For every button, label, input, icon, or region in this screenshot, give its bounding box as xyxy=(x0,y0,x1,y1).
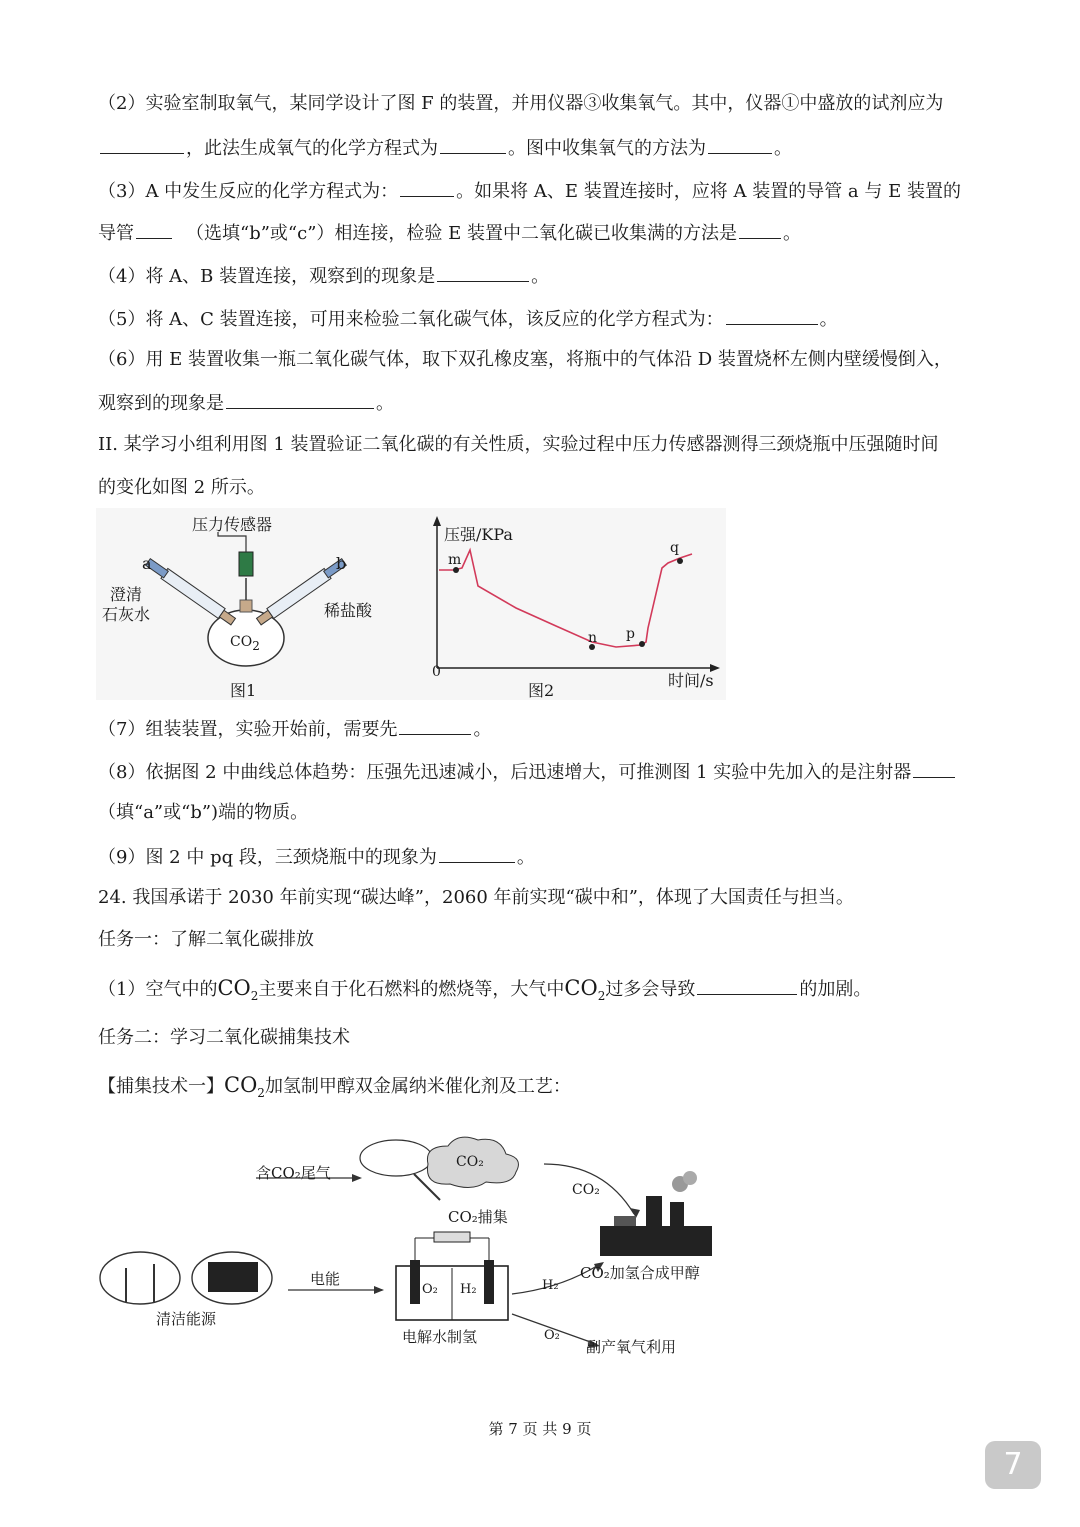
syringe-b-label: b xyxy=(336,554,347,573)
sensor-label: 压力传感器 xyxy=(192,515,273,534)
answer-blank[interactable] xyxy=(400,178,454,197)
electric-label: 电能 xyxy=(310,1270,341,1288)
text: ，此法生成氧气的化学方程式为 xyxy=(186,138,438,159)
answer-blank[interactable] xyxy=(739,220,781,239)
text: 。图中收集氧气的方法为 xyxy=(508,138,706,159)
text: （3）A 中发生反应的化学方程式为： xyxy=(98,181,399,202)
text: 。 xyxy=(376,393,394,414)
n-label: n xyxy=(588,630,598,646)
answer-blank[interactable] xyxy=(726,306,818,325)
clean-energy-label: 清洁能源 xyxy=(156,1310,217,1328)
answer-blank[interactable] xyxy=(226,390,374,409)
text: 。如果将 A、E 装置连接时，应将 A 装置的导管 a 与 E 装置的 xyxy=(456,181,961,202)
answer-blank[interactable] xyxy=(399,716,471,735)
q2-line2 xyxy=(98,135,792,161)
q4-line xyxy=(98,263,549,289)
text: 【捕集技术一】 xyxy=(98,1076,224,1097)
text: 主要来自于化石燃料的燃烧等，大气中 xyxy=(258,979,565,1000)
point-p xyxy=(639,641,645,647)
answer-blank[interactable] xyxy=(136,220,172,239)
text: 的变化如图 2 所示。 xyxy=(98,477,265,498)
text: 。 xyxy=(783,223,801,244)
process-diagram xyxy=(96,1118,736,1368)
electrolysis-cell-icon xyxy=(396,1232,508,1320)
text: （1）空气中的 xyxy=(98,979,218,1000)
q9-line xyxy=(98,844,535,870)
page-number-badge[interactable]: 7 xyxy=(985,1441,1041,1489)
text: 加氢制甲醇双金属纳米催化剂及工艺： xyxy=(264,1076,571,1097)
subscript: 2 xyxy=(252,638,260,653)
h2-arrow-label: H₂ xyxy=(542,1278,559,1293)
arrow-co2-label: CO₂ xyxy=(572,1182,600,1198)
text: 任务一：了解二氧化碳排放 xyxy=(98,929,314,950)
q-label: q xyxy=(670,540,679,556)
flask-co2-label xyxy=(230,634,260,653)
o2-arrow-label: O₂ xyxy=(544,1328,560,1343)
text: CO xyxy=(224,1073,258,1097)
subscript: 2 xyxy=(257,1086,265,1101)
text: （6）用 E 装置收集一瓶二氧化碳气体，取下双孔橡皮塞，将瓶中的气体沿 D 装置烧杯左侧内壁缓慢倒入， xyxy=(98,349,952,370)
answer-blank[interactable] xyxy=(913,759,955,778)
text: （填“a”或“b”)端的物质。 xyxy=(98,802,309,823)
limewater-label-1: 澄清 xyxy=(110,585,143,604)
m-label: m xyxy=(448,552,462,568)
answer-blank[interactable] xyxy=(697,976,797,995)
co2-formula xyxy=(217,976,259,1004)
text: CO xyxy=(230,634,253,650)
task1-heading xyxy=(98,928,314,952)
subscript: 2 xyxy=(597,989,606,1004)
page-footer: 第 7 页 共 9 页 xyxy=(488,1420,592,1438)
text: （7）组装装置，实验开始前，需要先 xyxy=(98,719,398,740)
text: （4）将 A、B 装置连接，观察到的现象是 xyxy=(98,266,436,287)
subscript: 2 xyxy=(250,989,259,1004)
syringe-a-label: a xyxy=(142,554,152,573)
pressure-sensor-icon xyxy=(239,552,253,576)
tech1-line xyxy=(98,1073,571,1105)
capture-label: CO₂捕集 xyxy=(448,1208,508,1226)
text: 导管 xyxy=(98,223,134,244)
cell-h2-label: H₂ xyxy=(460,1282,477,1297)
cloud-co2-label: CO₂ xyxy=(456,1154,484,1170)
y-axis-label: 压强/KPa xyxy=(444,525,513,544)
text: （9）图 2 中 pq 段，三颈烧瓶中的现象为 xyxy=(98,847,437,868)
electrolysis-label: 电解水制氢 xyxy=(402,1328,478,1346)
text: II. 某学习小组利用图 1 装置验证二氧化碳的有关性质，实验过程中压力传感器测得三颈烧瓶中压强随时间 xyxy=(98,434,939,455)
exhaust-label: 含CO₂尾气 xyxy=(256,1164,331,1182)
text: 观察到的现象是 xyxy=(98,393,224,414)
q6-line2 xyxy=(98,390,394,416)
q2-line1 xyxy=(98,92,943,116)
pressure-curve xyxy=(439,550,692,647)
co2-formula xyxy=(224,1073,265,1101)
wind-turbine-icon xyxy=(100,1252,180,1304)
point-q xyxy=(677,558,683,564)
answer-blank[interactable] xyxy=(440,135,506,154)
text: CO xyxy=(217,976,251,1000)
figures-panel xyxy=(96,508,726,700)
part2-line1 xyxy=(98,433,939,457)
x-axis-label: 时间/s xyxy=(668,671,714,690)
cell-o2-label: O₂ xyxy=(422,1282,438,1297)
net-icon xyxy=(360,1140,432,1176)
answer-blank[interactable] xyxy=(100,135,184,154)
text: 任务二：学习二氧化碳捕集技术 xyxy=(98,1027,350,1048)
answer-blank[interactable] xyxy=(437,263,529,282)
part2-line2 xyxy=(98,476,265,500)
limewater-label-2: 石灰水 xyxy=(102,605,151,624)
o2-use-label: 副产氧气利用 xyxy=(586,1338,677,1356)
co2-formula xyxy=(564,976,606,1004)
answer-blank[interactable] xyxy=(708,135,772,154)
text: （5）将 A、C 装置连接，可用来检验二氧化碳气体，该反应的化学方程式为： xyxy=(98,309,724,330)
acid-label: 稀盐酸 xyxy=(324,601,373,620)
factory-icon xyxy=(600,1171,712,1256)
task2-heading xyxy=(98,1026,350,1050)
text: 的加剧。 xyxy=(799,979,872,1000)
text: 24. 我国承诺于 2030 年前实现“碳达峰”，2060 年前实现“碳中和”，体现了大国责任与担当。 xyxy=(98,887,854,908)
text: （选填“b”或“c”）相连接，检验 E 装置中二氧化碳已收集满的方法是 xyxy=(186,223,737,244)
figure1-caption: 图1 xyxy=(230,681,257,700)
text: （8）依据图 2 中曲线总体趋势：压强先迅速减小，后迅速增大，可推测图 1 实验中先加入的是注射器 xyxy=(98,762,912,783)
text: 。 xyxy=(819,309,838,330)
q8-line2 xyxy=(98,801,308,825)
text: 。 xyxy=(531,266,550,287)
q3-line1 xyxy=(98,178,961,204)
text: （2）实验室制取氧气，某同学设计了图 F 的装置，并用仪器③收集氧气。其中，仪器①中盛放的试剂应为 xyxy=(98,93,944,114)
origin-label: 0 xyxy=(432,664,441,680)
q24-line xyxy=(98,886,854,910)
text: 。 xyxy=(774,138,792,159)
factory-label: CO₂加氢合成甲醇 xyxy=(580,1264,700,1282)
t1-line xyxy=(98,976,871,1008)
figure2-caption: 图2 xyxy=(528,681,555,700)
text: 。 xyxy=(473,719,492,740)
q6-line1 xyxy=(98,348,952,372)
answer-blank[interactable] xyxy=(439,844,515,863)
apparatus-figure1 xyxy=(96,508,726,700)
p-label: p xyxy=(626,626,635,642)
q8-line1 xyxy=(98,759,957,785)
syringe-a-icon xyxy=(145,557,237,626)
text: 过多会导致 xyxy=(605,979,696,1000)
q3-line2 xyxy=(98,220,801,246)
q7-line xyxy=(98,716,491,742)
q5-line xyxy=(98,306,838,332)
stopper xyxy=(240,600,252,612)
text: CO xyxy=(564,976,598,1000)
text: 。 xyxy=(516,847,535,868)
